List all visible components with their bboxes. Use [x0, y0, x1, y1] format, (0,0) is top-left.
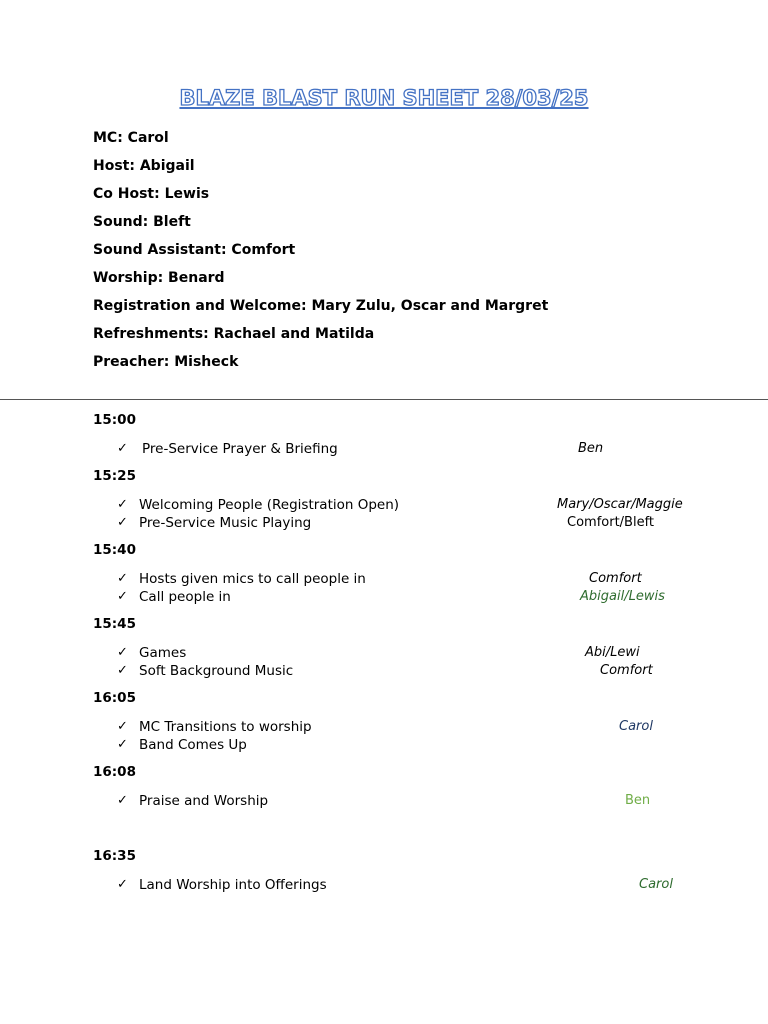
- role-mc: MC: Carol: [93, 130, 169, 146]
- section-divider: [0, 399, 768, 400]
- checkmark-icon: ✓: [117, 497, 128, 512]
- item-assignee: Abi/Lewi: [585, 645, 640, 660]
- item-label: Games: [139, 645, 187, 661]
- role-worship: Worship: Benard: [93, 270, 225, 286]
- schedule-item: [0, 514, 768, 532]
- role-sound: Sound: Bleft: [93, 214, 191, 230]
- schedule-item: [0, 736, 768, 754]
- item-assignee: Ben: [578, 441, 604, 456]
- schedule-item: [0, 496, 768, 514]
- role-registration: Registration and Welcome: Mary Zulu, Oscar and Margret: [93, 298, 549, 314]
- time-slot: 16:05: [93, 690, 136, 706]
- role-sound-assistant: Sound Assistant: Comfort: [93, 242, 296, 258]
- item-label: Welcoming People (Registration Open): [139, 497, 400, 513]
- checkmark-icon: ✓: [117, 877, 128, 892]
- schedule-item: [0, 792, 768, 810]
- role-host: Host: Abigail: [93, 158, 195, 174]
- checkmark-icon: ✓: [117, 571, 128, 586]
- item-label: Call people in: [139, 589, 231, 605]
- checkmark-icon: ✓: [117, 663, 128, 678]
- item-assignee: Carol: [639, 877, 673, 892]
- item-label: Pre-Service Prayer & Briefing: [142, 441, 338, 457]
- item-assignee: Abigail/Lewis: [580, 589, 665, 604]
- checkmark-icon: ✓: [117, 737, 128, 752]
- checkmark-icon: ✓: [117, 441, 128, 456]
- schedule-item: [0, 644, 768, 662]
- checkmark-icon: ✓: [117, 515, 128, 530]
- item-assignee: Mary/Oscar/Maggie: [557, 497, 683, 512]
- item-assignee: Ben: [625, 793, 651, 808]
- time-slot: 15:00: [93, 412, 136, 428]
- time-slot: 16:35: [93, 848, 136, 864]
- item-label: Pre-Service Music Playing: [139, 515, 312, 531]
- role-co-host: Co Host: Lewis: [93, 186, 210, 202]
- checkmark-icon: ✓: [117, 645, 128, 660]
- roles-list: [93, 130, 548, 382]
- item-assignee: Comfort: [600, 663, 653, 678]
- role-refreshments: Refreshments: Rachael and Matilda: [93, 326, 375, 342]
- schedule-item: [0, 588, 768, 606]
- schedule-item: [0, 662, 768, 680]
- item-label: Band Comes Up: [139, 737, 247, 753]
- item-label: Hosts given mics to call people in: [139, 571, 366, 587]
- time-slot: 15:45: [93, 616, 136, 632]
- checkmark-icon: ✓: [117, 793, 128, 808]
- schedule-item: [0, 718, 768, 736]
- schedule-item: [0, 570, 768, 588]
- schedule-item: [0, 440, 768, 458]
- item-label: Land Worship into Offerings: [139, 877, 327, 893]
- time-slot: 15:25: [93, 468, 136, 484]
- item-label: MC Transitions to worship: [139, 719, 312, 735]
- item-label: Soft Background Music: [139, 663, 294, 679]
- item-assignee: Comfort: [589, 571, 642, 586]
- time-slot: 16:08: [93, 764, 136, 780]
- time-slot: 15:40: [93, 542, 136, 558]
- run-sheet-title: BLAZE BLAST RUN SHEET 28/03/25: [179, 86, 589, 110]
- item-assignee: Comfort/Bleft: [567, 515, 655, 530]
- schedule-item: [0, 876, 768, 894]
- checkmark-icon: ✓: [117, 719, 128, 734]
- item-assignee: Carol: [619, 719, 653, 734]
- item-label: Praise and Worship: [139, 793, 269, 809]
- role-preacher: Preacher: Misheck: [93, 354, 239, 370]
- checkmark-icon: ✓: [117, 589, 128, 604]
